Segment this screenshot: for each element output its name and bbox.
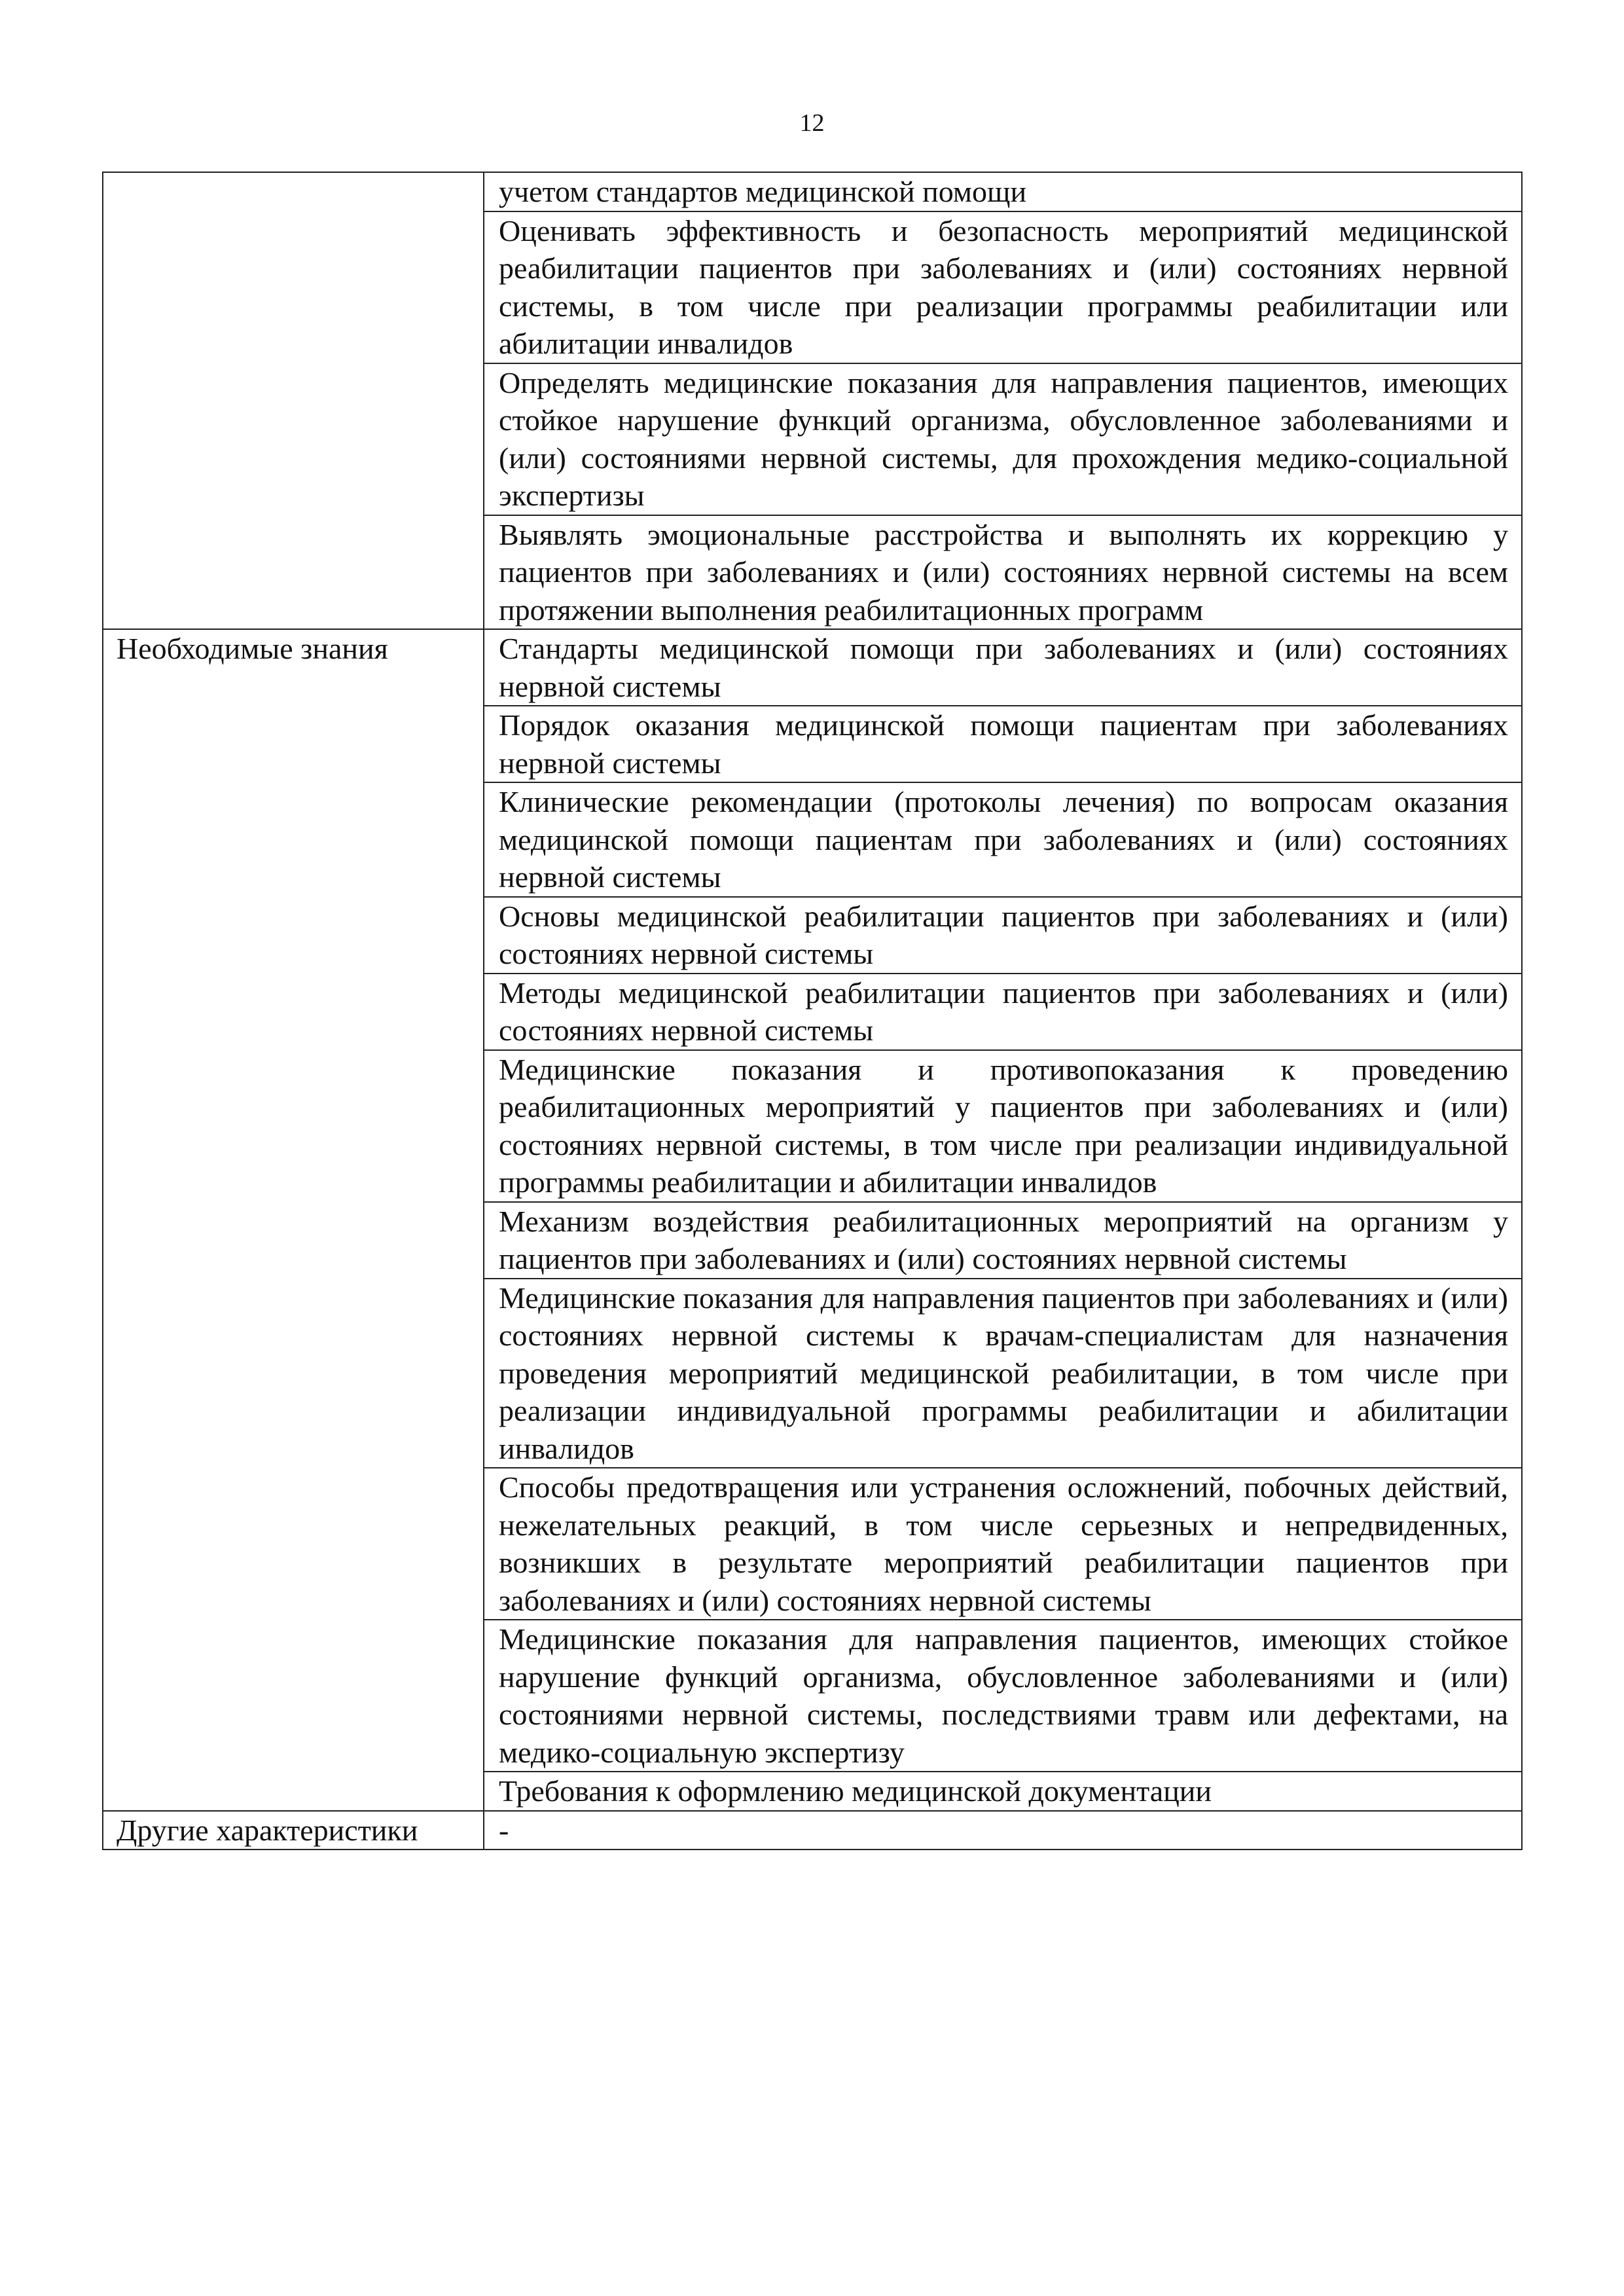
table-cell: Требования к оформлению медицинской документации	[484, 1772, 1522, 1811]
table-cell: Медицинские показания для направления пациентов, имеющих стойкое нарушение функций организма, обусловленное заболеваниями и (или) состояниями нервной системы, последствиями травм или дефектами, на медико-социальную экспертизу	[484, 1620, 1522, 1772]
requirements-table	[102, 172, 1523, 1850]
table-cell: Способы предотвращения или устранения осложнений, побочных действий, нежелательных реакций, в том числе серьезных и непредвиденных, возникших в результате мероприятий реабилитации пациентов при заболеваниях и (или) состояниях нервной системы	[484, 1468, 1522, 1620]
table-cell: Порядок оказания медицинской помощи пациентам при заболеваниях нервной системы	[484, 706, 1522, 782]
table-row	[103, 1811, 1522, 1850]
table-cell: Медицинские показания и противопоказания к проведению реабилитационных мероприятий у пациентов при заболеваниях и (или) состояниях нервной системы, в том числе при реализации индивидуальной программы реабилитации и абилитации инвалидов	[484, 1050, 1522, 1202]
knowledge-label: Необходимые знания	[103, 629, 484, 1811]
table-cell: учетом стандартов медицинской помощи	[484, 172, 1522, 211]
table-cell: Основы медицинской реабилитации пациентов при заболеваниях и (или) состояниях нервной системы	[484, 897, 1522, 974]
table-cell: Клинические рекомендации (протоколы лечения) по вопросам оказания медицинской помощи пациентам при заболеваниях и (или) состояниях нервной системы	[484, 782, 1522, 897]
table-row	[103, 172, 1522, 211]
table-row	[103, 629, 1522, 706]
page-number: 12	[799, 109, 825, 137]
table-cell: Оценивать эффективность и безопасность мероприятий медицинской реабилитации пациентов при заболеваниях и (или) состояниях нервной системы, в том числе при реализации программы реабилитации или абилитации инвалидов	[484, 211, 1522, 363]
other-characteristics-value: -	[484, 1811, 1522, 1850]
table-cell: Определять медицинские показания для направления пациентов, имеющих стойкое нарушение функций организма, обусловленное заболеваниями и (или) состояниями нервной системы, для прохождения медико-социальной экспертизы	[484, 363, 1522, 515]
other-characteristics-label: Другие характеристики	[103, 1811, 484, 1850]
table-cell: Методы медицинской реабилитации пациентов при заболеваниях и (или) состояниях нервной системы	[484, 974, 1522, 1050]
table-cell: Стандарты медицинской помощи при заболеваниях и (или) состояниях нервной системы	[484, 629, 1522, 706]
table-cell: Медицинские показания для направления пациентов при заболеваниях и (или) состояниях нервной системы к врачам-специалистам для назначения проведения мероприятий медицинской реабилитации, в том числе при реализации индивидуальной программы реабилитации и абилитации инвалидов	[484, 1279, 1522, 1468]
table-cell: Механизм воздействия реабилитационных мероприятий на организм у пациентов при заболеваниях и (или) состояниях нервной системы	[484, 1202, 1522, 1279]
empty-label-cell	[103, 172, 484, 629]
table-cell: Выявлять эмоциональные расстройства и выполнять их коррекцию у пациентов при заболеваниях и (или) состояниях нервной системы на всем протяжении выполнения реабилитационных программ	[484, 515, 1522, 630]
